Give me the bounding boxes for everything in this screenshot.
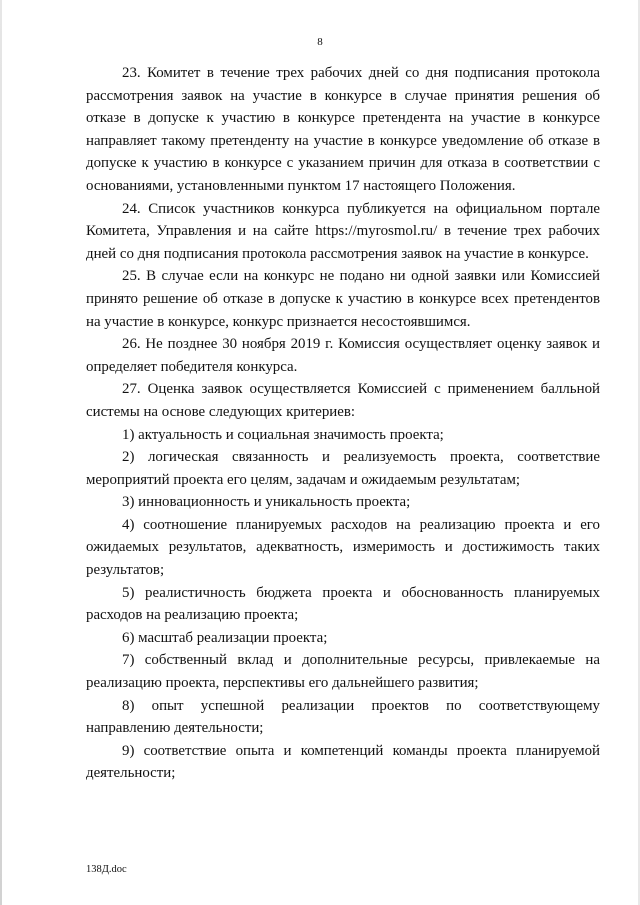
paragraph-27: 27. Оценка заявок осуществляется Комиссией с применением балльной системы на основе следующих критериев: — [86, 381, 600, 420]
paragraph-23: 23. Комитет в течение трех рабочих дней со дня подписания протокола рассмотрения заявок на участие в конкурсе в случае принятия решения об отказе в допуске к участию в конкурсе претендента на участие в конкурсе направляет такому претенденту на участие в конкурсе уведомление об отказе в допуске к участию в конкурсе с указанием причин для отказа в соответствии с основаниями, установленными пунктом 17 настоящего Положения. — [86, 65, 600, 194]
criterion-4: 4) соотношение планируемых расходов на реализацию проекта и его ожидаемых результатов, адекватность, измеримость и достижимость таких результатов; — [86, 516, 600, 579]
paragraph-26: 26. Не позднее 30 ноября 2019 г. Комиссия осуществляет оценку заявок и определяет победителя конкурса. — [86, 336, 600, 375]
criterion-5: 5) реалистичность бюджета проекта и обоснованность планируемых расходов на реализацию проекта; — [86, 584, 600, 624]
criterion-9: 9) соответствие опыта и компетенций команды проекта планируемой деятельности; — [86, 742, 600, 782]
paragraph-25: 25. В случае если на конкурс не подано ни одной заявки или Комиссией принято решение об отказе в допуске к участию в конкурсе всех претендентов на участие в конкурсе, конкурс признается несостоявшимся. — [86, 268, 600, 330]
criterion-7: 7) собственный вклад и дополнительные ресурсы, привлекаемые на реализацию проекта, перспективы его дальнейшего развития; — [86, 652, 600, 692]
criterion-8: 8) опыт успешной реализации проектов по соответствующему направлению деятельности; — [86, 697, 600, 737]
criterion-2: 2) логическая связанность и реализуемость проекта, соответствие мероприятий проекта его целям, задачам и ожидаемым результатам; — [86, 449, 600, 488]
footer-filename: 138Д.doc — [86, 864, 127, 875]
criterion-1: 1) актуальность и социальная значимость проекта; — [122, 426, 444, 443]
document-body — [86, 62, 600, 785]
paragraph-24: 24. Список участников конкурса публикуется на официальном портале Комитета, Управления и на сайте https://myrosmol.ru/ в течение трех рабочих дней со дня подписания протокола рассмотрения заявок на участие в конкурсе. — [86, 200, 600, 262]
scan-edge-left — [0, 0, 2, 905]
criterion-3: 3) инновационность и уникальность проекта; — [122, 494, 411, 511]
criterion-6: 6) масштаб реализации проекта; — [122, 629, 328, 646]
page-number: 8 — [317, 36, 323, 48]
